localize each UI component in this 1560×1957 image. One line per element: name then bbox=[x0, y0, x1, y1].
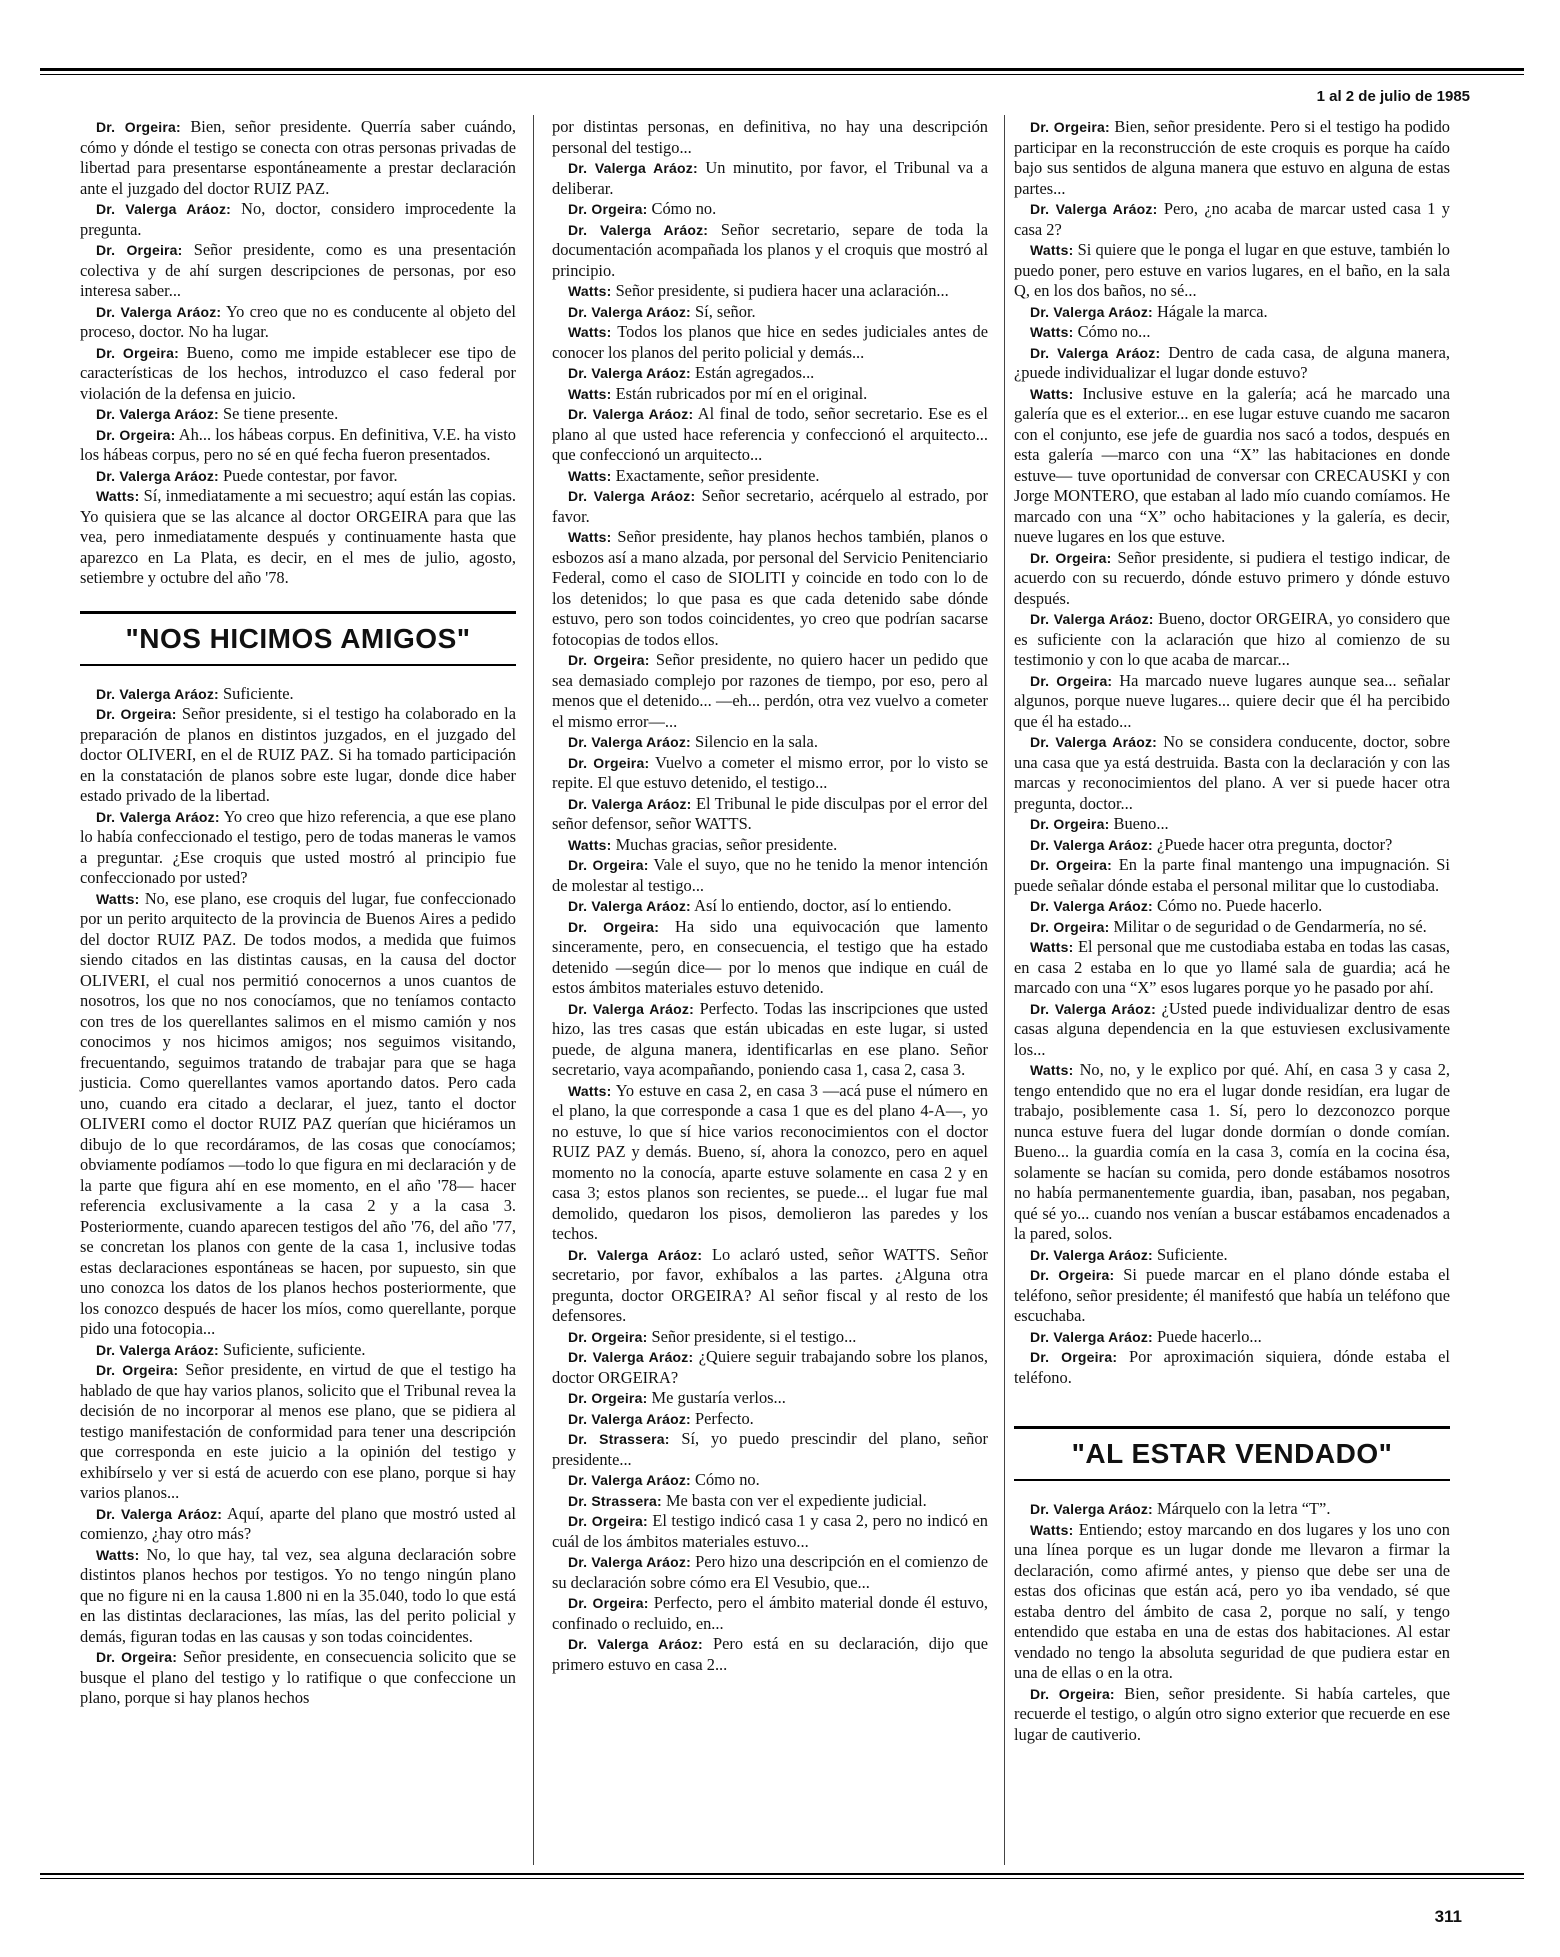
speaker-name: Dr. Valerga Aráoz: bbox=[96, 1341, 219, 1358]
speaker-name: Dr. Orgeira: bbox=[568, 857, 649, 873]
speaker-name: Dr. Orgeira: bbox=[568, 1595, 649, 1611]
speaker-name: Watts: bbox=[1030, 385, 1074, 402]
speaker-name: Dr. Valerga Aráoz: bbox=[96, 685, 219, 702]
transcript-paragraph bbox=[552, 794, 988, 835]
speaker-name: Dr. Valerga Aráoz: bbox=[568, 365, 691, 381]
speech-text: Perfecto. bbox=[695, 1408, 754, 1428]
speaker-name: Watts: bbox=[96, 1546, 140, 1563]
speech-text: Pero hizo una descripción en el comienzo de su declaración sobre cómo era El Vesubio, que... bbox=[552, 1552, 988, 1592]
transcript-paragraph bbox=[80, 199, 516, 240]
transcript-paragraph bbox=[80, 425, 516, 466]
speech-text: Bien, señor presidente. Si había carteles, que recuerde el testigo, o algún otro signo exterior que recuerde en ese lugar de cautiverio. bbox=[1014, 1683, 1450, 1744]
speech-text: Señor presidente, si pudiera el testigo indicar, de acuerdo con su recuerdo, dónde estuvo primero y dónde estuvo después. bbox=[1014, 547, 1450, 608]
speaker-name: Dr. Valerga Aráoz: bbox=[96, 406, 219, 422]
column-divider bbox=[533, 115, 534, 1865]
speaker-name: Dr. Orgeira: bbox=[96, 1649, 178, 1665]
transcript-paragraph bbox=[552, 527, 988, 650]
speaker-name: Dr. Valerga Aráoz: bbox=[1030, 611, 1154, 627]
transcript-paragraph bbox=[552, 302, 988, 323]
speaker-name: Dr. Valerga Aráoz: bbox=[568, 160, 698, 176]
speaker-name: Dr. Orgeira: bbox=[1030, 119, 1110, 135]
speaker-name: Dr. Orgeira: bbox=[96, 1362, 179, 1378]
speaker-name: Dr. Strassera: bbox=[568, 1431, 670, 1447]
speech-text: Señor presidente, hay planos hechos también, planos o esbozos así a mano alzada, por personal del Servicio Penitenciario Federal, como el caso de SIOLITI y coincide en todo con lo de los detenidos; lo que pasa es que cada detenido sabe dónde estuvo, pero son todos coincidentes, yo creo que podrían sacarse fotocopias de todos ellos. bbox=[552, 527, 988, 649]
heading-rule bbox=[1014, 1479, 1450, 1481]
transcript-paragraph bbox=[552, 404, 988, 466]
speaker-name: Dr. Orgeira: bbox=[1030, 672, 1113, 689]
transcript-paragraph bbox=[552, 199, 988, 220]
speaker-name: Watts: bbox=[568, 529, 612, 545]
column-1 bbox=[80, 117, 516, 1709]
speech-text: Suficiente. bbox=[1157, 1244, 1228, 1264]
speech-text: Suficiente, suficiente. bbox=[223, 1339, 366, 1359]
speaker-name: Dr. Strassera: bbox=[568, 1492, 662, 1509]
transcript-paragraph bbox=[1014, 302, 1450, 323]
speech-text: El testigo indicó casa 1 y casa 2, pero no indicó en cuál de los ámbitos materiales estuvo... bbox=[552, 1511, 988, 1551]
speech-text: Bien, señor presidente. Querría saber cuándo, cómo y dónde el testigo se conecta con otras personas privadas de libertad para presentarse espontáneamente a prestar declaración ante el juzgado del doctor RUIZ PAZ. bbox=[80, 117, 516, 198]
transcript-paragraph bbox=[552, 1081, 988, 1245]
speech-text: Señor presidente, en virtud de que el testigo ha hablado de que hay varios planos, solicito que el Tribunal revea la decisión de no incorporar al menos ese plano, que se pidiera al testigo manifestación de conformidad para tener una descripción que corresponda en este juicio a la opinión del testigo y exhibírselo y ver si está de acuerdo con ese plano, porque si hay varios planos... bbox=[80, 1360, 516, 1502]
transcript-paragraph bbox=[80, 1504, 516, 1545]
transcript-paragraph bbox=[552, 1491, 988, 1512]
speech-text: Bueno, como me impide establecer ese tipo de características de los hechos, introduzco el caso federal por violación de la defensa en juicio. bbox=[80, 342, 516, 403]
speech-text: ¿Usted puede individualizar dentro de esas casas alguna dependencia en la que estuviesen exclusivamente los... bbox=[1014, 998, 1450, 1059]
transcript-paragraph bbox=[80, 807, 516, 889]
speech-text: Puede hacerlo... bbox=[1157, 1326, 1262, 1346]
speech-text: Bueno... bbox=[1113, 814, 1169, 833]
speaker-name: Dr. Valerga Aráoz: bbox=[568, 406, 694, 422]
speech-text: ¿Quiere seguir trabajando sobre los planos, doctor ORGEIRA? bbox=[552, 1347, 988, 1387]
speaker-name: Dr. Orgeira: bbox=[568, 1513, 648, 1529]
top-rule bbox=[40, 68, 1524, 71]
transcript-paragraph bbox=[552, 466, 988, 487]
transcript-paragraph bbox=[80, 704, 516, 807]
transcript-paragraph bbox=[80, 486, 516, 589]
transcript-paragraph bbox=[552, 855, 988, 896]
transcript-paragraph bbox=[80, 404, 516, 425]
transcript-paragraph bbox=[1014, 671, 1450, 733]
transcript-paragraph bbox=[1014, 732, 1450, 814]
transcript-paragraph bbox=[1014, 199, 1450, 240]
speaker-name: Dr. Orgeira: bbox=[1030, 549, 1112, 566]
speech-text: Me basta con ver el expediente judicial. bbox=[665, 1490, 927, 1510]
speech-text: Pero está en su declaración, dijo que primero estuvo en casa 2... bbox=[552, 1634, 988, 1674]
transcript-paragraph bbox=[80, 240, 516, 302]
transcript-paragraph bbox=[552, 1634, 988, 1675]
transcript-paragraph bbox=[80, 1340, 516, 1361]
speech-text: Militar o de seguridad o de Gendarmería, no sé. bbox=[1113, 916, 1427, 936]
speaker-name: Dr. Orgeira: bbox=[1030, 1349, 1118, 1365]
speech-text: Señor presidente, en consecuencia solicito que se busque el plano del testigo y lo ratifique o que confeccione un plano, porque si hay planos hechos bbox=[80, 1647, 516, 1707]
speaker-name: Dr. Orgeira: bbox=[96, 119, 181, 135]
speaker-name: Watts: bbox=[1030, 1521, 1074, 1538]
speaker-name: Dr. Valerga Aráoz: bbox=[1030, 1501, 1153, 1517]
transcript-paragraph bbox=[80, 302, 516, 343]
transcript-block bbox=[80, 117, 516, 589]
speaker-name: Dr. Orgeira: bbox=[1030, 918, 1110, 935]
speech-text: Señor presidente, como es una presentación colectiva y de ahí surgen descripciones de personas, por eso interesa saber... bbox=[80, 240, 516, 300]
speech-text: Bien, señor presidente. Pero si el testigo ha podido participar en la reconstrucción de este croquis es porque ha caído bajo sus sentidos de alguna manera que estuvo en alguna de estas partes... bbox=[1014, 117, 1450, 198]
speech-text: Al final de todo, señor secretario. Ese es el plano al que usted hace referencia y confeccionó el arquitecto... que confeccionó un arquitecto... bbox=[552, 404, 988, 464]
transcript-paragraph bbox=[552, 281, 988, 302]
speech-text: Todos los planos que hice en sedes judiciales antes de conocer los planos del perito policial y demás... bbox=[552, 322, 988, 362]
speech-text: Yo estuve en casa 2, en casa 3 —acá puse el número en el plano, la que corresponde a casa 1 que es del plano 4-A—, yo no estuve, lo que sí hice varios reconocimientos con el doctor RUIZ PAZ y demás. Bueno, sí, ahora la conozco, pero en aquel momento no la conocía, aparte estuve solamente en casa 2 y en casa 3; estos planos son recientes, se puede... el lugar fue mal demolido, quedaron los pisos, demolieron las paredes y los techos. bbox=[552, 1080, 988, 1243]
speaker-name: Watts: bbox=[1030, 1062, 1074, 1078]
speaker-name: Dr. Orgeira: bbox=[568, 1390, 648, 1406]
speech-text: No, ese plano, ese croquis del lugar, fue confeccionado por un perito arquitecto de la provincia de Buenos Aires a pedido del doctor RUIZ PAZ. De todos modos, a medida que fuimos siendo citados en las distintas causas, en la causa del doctor OLIVERI, el cual nos permitió conocernos a unos cuantos de nosotros, los que no nos conocíamos, que no teníamos contacto con tres de los querellantes salimos en el mismo camión y nos conocimos y nos hicimos amigos; nos seguimos visitando, frecuentando, seguimos tratando de trabajar para que se haga justicia. Como querellantes vamos aportando datos. Pero cada uno, cuando era citado a declarar, el juez, tanto el doctor OLIVERI como el doctor RUIZ PAZ querían que hiciéramos un dibujo de lo que recordáramos, de las cosas que conocíamos; obviamente podíamos —todo lo que figura en mi declaración y de la parte que figura ahí en ese momento, en el año '78— hacer referencia exclusivamente a la casa 2 y a la casa 3. Posteriormente, cuando aparecen testigos del año '76, del año '77, se concretan los planos con gente de la casa 1, inclusive todas estas declaraciones espontáneas se hacen, por supuesto, sin que uno conozca los datos de los planos hechos posteriormente, que los conozco después de hacer los míos, como querellante, porque pido una fotocopia... bbox=[80, 888, 516, 1338]
transcript-paragraph bbox=[1014, 322, 1450, 343]
speaker-name: Dr. Orgeira: bbox=[96, 706, 177, 722]
transcript-paragraph bbox=[552, 363, 988, 384]
transcript-paragraph bbox=[1014, 1327, 1450, 1348]
speech-text: Yo creo que no es conducente al objeto del proceso, doctor. No ha lugar. bbox=[80, 301, 516, 341]
speech-text: Perfecto, pero el ámbito material donde él estuvo, confinado o recluido, en... bbox=[552, 1593, 988, 1633]
speaker-name: Dr. Orgeira: bbox=[568, 918, 660, 935]
page-number: 311 bbox=[1434, 1907, 1462, 1926]
speaker-name: Dr. Orgeira: bbox=[96, 242, 183, 258]
speech-text: No se considera conducente, doctor, sobre una casa que ya está destruida. Basta con la declaración y con las marcas y reconocimientos del plano. A ver si puede hacer otra pregunta, doctor... bbox=[1014, 732, 1450, 813]
speech-text: Señor presidente, si el testigo ha colaborado en la preparación de planos en distintos juzgados, en el juzgado del doctor OLIVERI, en el de RUIZ PAZ. Si ha tomado participación en la constatación de planos sobre este lugar, donde dice haber estado privado de la libertad. bbox=[80, 704, 516, 805]
transcript-paragraph bbox=[552, 1429, 988, 1470]
transcript-paragraph bbox=[1014, 1347, 1450, 1388]
transcript-paragraph bbox=[80, 889, 516, 1340]
speaker-name: Watts: bbox=[96, 890, 140, 907]
speech-text: Aquí, aparte del plano que mostró usted al comienzo, ¿hay otro más? bbox=[80, 1503, 516, 1543]
speech-text: Señor presidente, si el testigo... bbox=[651, 1326, 857, 1346]
transcript-paragraph bbox=[1014, 1520, 1450, 1684]
bottom-rule bbox=[40, 1873, 1524, 1875]
speech-text: El personal que me custodiaba estaba en todas las casas, en casa 2 estaba en lo que yo llamé sala de guardia; acá he marcado con una “X” esos lugares porque yo he pasado por ahí. bbox=[1014, 937, 1450, 997]
transcript-paragraph bbox=[1014, 1060, 1450, 1245]
speech-text: Si quiere que le ponga el lugar en que estuve, también lo puedo poner, pero estuve en varios lugares, en el baño, en la sala Q, en los dos baños, no sé... bbox=[1014, 240, 1450, 300]
speech-text: Están agregados... bbox=[695, 363, 815, 382]
speech-text: Exactamente, señor presidente. bbox=[615, 465, 820, 485]
speech-text: Cómo no. bbox=[695, 1470, 760, 1489]
transcript-paragraph bbox=[80, 117, 516, 199]
speech-text: Lo aclaró usted, señor WATTS. Señor secretario, por favor, exhíbalos a las partes. ¿Alguna otra pregunta, doctor ORGEIRA? Al señor fiscal y al resto de los defensores. bbox=[552, 1244, 988, 1325]
speech-text: Señor presidente, no quiero hacer un pedido que sea demasiado complejo por razones de tiempo, por eso, pero al menos que el detenido... —eh... perdón, otra vez vuelvo a cometer el mismo error—... bbox=[552, 650, 988, 731]
speaker-name: Watts: bbox=[568, 283, 612, 299]
speaker-name: Dr. Valerga Aráoz: bbox=[96, 808, 220, 825]
transcript-paragraph bbox=[80, 1545, 516, 1648]
speech-text: Ah... los hábeas corpus. En definitiva, V.E. ha visto los hábeas corpus, pero no sé en qué fecha fueron presentados. bbox=[80, 424, 516, 464]
transcript-paragraph bbox=[552, 1552, 988, 1593]
transcript-paragraph bbox=[552, 158, 988, 199]
transcript-paragraph bbox=[80, 343, 516, 405]
transcript-paragraph bbox=[552, 753, 988, 794]
speech-text: Por aproximación siquiera, dónde estaba el teléfono. bbox=[1014, 1347, 1450, 1387]
section-heading: "NOS HICIMOS AMIGOS" bbox=[80, 611, 516, 656]
transcript-paragraph bbox=[552, 1470, 988, 1491]
speaker-name: Dr. Orgeira: bbox=[568, 1328, 648, 1345]
speech-text: Bueno, doctor ORGEIRA, yo considero que es suficiente con la aclaración que hizo al comienzo de su testimonio y con lo que acaba de marcar... bbox=[1014, 609, 1450, 669]
column-3 bbox=[1014, 117, 1450, 1745]
speaker-name: Dr. Orgeira: bbox=[568, 201, 648, 217]
speaker-name: Dr. Valerga Aráoz: bbox=[568, 734, 691, 750]
speaker-name: Watts: bbox=[1030, 939, 1074, 955]
speaker-name: Dr. Valerga Aráoz: bbox=[568, 303, 691, 320]
speech-text: Muchas gracias, señor presidente. bbox=[615, 834, 838, 854]
speech-text: Suficiente. bbox=[223, 683, 294, 703]
speech-text: Perfecto. Todas las inscripciones que usted hizo, las tres casas que están ubicadas en este lugar, si usted puede, de alguna manera, identificarlas en ese plano. Señor secretario, vaya acompañando, poniendo casa 1, casa 2, casa 3. bbox=[552, 998, 988, 1079]
transcript-paragraph bbox=[552, 220, 988, 282]
speaker-name: Dr. Valerga Aráoz: bbox=[1030, 344, 1161, 361]
column-divider bbox=[1004, 115, 1005, 1865]
speaker-name: Watts: bbox=[96, 488, 140, 504]
speaker-name: Watts: bbox=[1030, 324, 1074, 340]
speaker-name: Dr. Orgeira: bbox=[568, 754, 650, 771]
speaker-name: Dr. Valerga Aráoz: bbox=[568, 898, 691, 914]
speaker-name: Dr. Valerga Aráoz: bbox=[1030, 1000, 1156, 1017]
speaker-name: Dr. Orgeira: bbox=[1030, 816, 1110, 832]
transcript-paragraph bbox=[1014, 117, 1450, 199]
speech-text: No, no, y le explico por qué. Ahí, en casa 3 y casa 2, tengo entendido que no era el lugar donde residían, era lugar de trabajo, posiblemente casa 1. Sí, pero lo dezconozco porque nunca estuve fuera del lugar donde dormían o donde comían. Bueno... la guardia comía en la casa 3, comía en la cocina ésa, solamente se hacían su comida, pero donde estábamos nosotros no había permanentemente guardia, iban, pasaban, nos pegaban, qué sé yo... cuando nos venían a buscar estábamos encadenados a la pared, solos. bbox=[1014, 1060, 1450, 1243]
speaker-name: Dr. Valerga Aráoz: bbox=[568, 1246, 703, 1263]
transcript-paragraph bbox=[80, 684, 516, 705]
speech-text: Pero, ¿no acaba de marcar usted casa 1 y casa 2? bbox=[1014, 199, 1450, 239]
transcript-paragraph bbox=[552, 486, 988, 527]
transcript-paragraph bbox=[552, 999, 988, 1081]
transcript-paragraph bbox=[552, 650, 988, 732]
speaker-name: Dr. Valerga Aráoz: bbox=[568, 1000, 694, 1017]
speaker-name: Dr. Valerga Aráoz: bbox=[568, 221, 709, 238]
column-2 bbox=[552, 117, 988, 1675]
speech-text: Están rubricados por mí en el original. bbox=[615, 383, 868, 403]
transcript-paragraph bbox=[552, 1327, 988, 1348]
transcript-paragraph bbox=[80, 1360, 516, 1504]
speech-text: Cómo no... bbox=[1077, 322, 1151, 341]
speaker-name: Dr. Valerga Aráoz: bbox=[96, 303, 222, 320]
speech-text: Si puede marcar en el plano dónde estaba el teléfono, señor presidente; él manifestó que había un teléfono que escuchaba. bbox=[1014, 1265, 1450, 1325]
speaker-name: Watts: bbox=[568, 324, 612, 340]
speaker-name: Watts: bbox=[568, 385, 612, 402]
speaker-name: Dr. Orgeira: bbox=[1030, 1685, 1115, 1702]
speech-text: por distintas personas, en definitiva, no hay una descripción personal del testigo... bbox=[552, 117, 988, 157]
transcript-paragraph bbox=[1014, 609, 1450, 671]
speaker-name: Dr. Valerga Aráoz: bbox=[96, 467, 219, 484]
speech-text: Silencio en la sala. bbox=[695, 732, 818, 751]
speech-text: Señor presidente, si pudiera hacer una aclaración... bbox=[615, 281, 949, 300]
transcript-paragraph bbox=[552, 1347, 988, 1388]
speaker-name: Dr. Valerga Aráoz: bbox=[568, 1349, 694, 1365]
speaker-name: Watts: bbox=[568, 1082, 612, 1099]
speaker-name: Dr. Valerga Aráoz: bbox=[1030, 303, 1153, 320]
speaker-name: Dr. Valerga Aráoz: bbox=[1030, 201, 1158, 217]
speech-text: Sí, yo puedo prescindir del plano, señor presidente... bbox=[552, 1429, 988, 1469]
speaker-name: Dr. Orgeira: bbox=[96, 344, 179, 361]
speech-text: Entiendo; estoy marcando en dos lugares y los uno con una línea porque es un lugar donde me llevaron a firmar la declaración, como afirmé antes, y pienso que debe ser una de estas dos oficinas que están acá, pero yo iba vendado, sé que estaba dentro del ámbito de casa 2, porque no salí, y tengo entendido que estaba en una de estas dos habitaciones. Al estar vendado no tengo la absoluta seguridad de que pudiera estar en una de ellas o en la otra. bbox=[1014, 1519, 1450, 1682]
speaker-name: Dr. Valerga Aráoz: bbox=[96, 1505, 223, 1522]
speech-text: Sí, señor. bbox=[695, 301, 756, 321]
speech-text: El Tribunal le pide disculpas por el error del señor defensor, señor WATTS. bbox=[552, 793, 988, 833]
speech-text: Así lo entiendo, doctor, así lo entiendo. bbox=[694, 896, 952, 915]
speech-text: Puede contestar, por favor. bbox=[223, 465, 398, 485]
transcript-paragraph bbox=[1014, 1245, 1450, 1266]
speaker-name: Dr. Valerga Aráoz: bbox=[1030, 1328, 1153, 1345]
speech-text: Me gustaría verlos... bbox=[651, 1388, 786, 1407]
transcript-paragraph bbox=[1014, 1265, 1450, 1327]
speech-text: Señor secretario, separe de toda la documentación acompañada los planos y el croquis que mostró al principio. bbox=[552, 219, 988, 280]
speech-text: Un minutito, por favor, el Tribunal va a deliberar. bbox=[552, 158, 988, 198]
speech-text: Vale el suyo, que no he tenido la menor intención de molestar al testigo... bbox=[552, 855, 988, 895]
speaker-name: Dr. Orgeira: bbox=[568, 652, 650, 668]
speech-text: Hágale la marca. bbox=[1157, 301, 1268, 321]
transcript-paragraph bbox=[552, 384, 988, 405]
speech-text: ¿Puede hacer otra pregunta, doctor? bbox=[1157, 834, 1393, 854]
transcript-paragraph bbox=[1014, 1684, 1450, 1746]
speaker-name: Dr. Valerga Aráoz: bbox=[568, 1554, 691, 1570]
speech-text: Dentro de cada casa, de alguna manera, ¿puede individualizar el lugar donde estuvo? bbox=[1014, 342, 1450, 382]
speaker-name: Dr. Orgeira: bbox=[1030, 857, 1113, 873]
speaker-name: Dr. Valerga Aráoz: bbox=[568, 1410, 691, 1427]
transcript-paragraph bbox=[80, 466, 516, 487]
heading-rule bbox=[80, 664, 516, 666]
speaker-name: Dr. Valerga Aráoz: bbox=[568, 1636, 703, 1652]
transcript-paragraph bbox=[1014, 855, 1450, 896]
transcript-paragraph bbox=[1014, 343, 1450, 384]
speech-text: Sí, inmediatamente a mi secuestro; aquí están las copias. Yo quisiera que se las alcance al doctor ORGEIRA para que las vea, pero inmediatamente después y continuamente hasta que aparezco en La Plata, es decir, en el mes de julio, agosto, setiembre y octubre del año '78. bbox=[80, 486, 516, 587]
transcript-paragraph bbox=[552, 732, 988, 753]
transcript-paragraph bbox=[552, 1388, 988, 1409]
transcript-paragraph bbox=[552, 1511, 988, 1552]
speech-text: Márquelo con la letra “T”. bbox=[1157, 1499, 1331, 1518]
speaker-name: Dr. Orgeira: bbox=[96, 426, 176, 443]
transcript-paragraph bbox=[1014, 917, 1450, 938]
bottom-rule-thin bbox=[40, 1878, 1524, 1879]
transcript-paragraph bbox=[552, 117, 988, 158]
speech-text: En la parte final mantengo una impugnación. Si puede señalar dónde estaba el personal militar que lo custodiaba. bbox=[1014, 855, 1450, 895]
transcript-block bbox=[1014, 1499, 1450, 1745]
speaker-name: Watts: bbox=[1030, 242, 1074, 258]
issue-date: 1 al 2 de julio de 1985 bbox=[1316, 88, 1470, 105]
speech-text: No, lo que hay, tal vez, sea alguna declaración sobre distintos planos hechos por testigos. Yo no tengo ningún plano que no figure ni en la causa 1.800 ni en la 35.040, todo lo que está en las distintas declaraciones, las mías, las del perito policial y demás, figuran todas en las causas y son todas coincidentes. bbox=[80, 1544, 516, 1646]
speaker-name: Watts: bbox=[568, 467, 612, 484]
speech-text: Vuelvo a cometer el mismo error, por lo visto se repite. El que estuvo detenido, el testigo... bbox=[552, 752, 988, 792]
transcript-paragraph bbox=[552, 1245, 988, 1327]
transcript-paragraph bbox=[80, 1647, 516, 1709]
transcript-paragraph bbox=[552, 322, 988, 363]
transcript-paragraph bbox=[552, 1409, 988, 1430]
speaker-name: Dr. Valerga Aráoz: bbox=[1030, 734, 1158, 750]
speaker-name: Watts: bbox=[568, 836, 612, 853]
speaker-name: Dr. Orgeira: bbox=[1030, 1267, 1115, 1283]
speech-text: No, doctor, considero improcedente la pregunta. bbox=[80, 199, 516, 239]
transcript-paragraph bbox=[1014, 1499, 1450, 1520]
speaker-name: Dr. Valerga Aráoz: bbox=[568, 1472, 691, 1488]
transcript-paragraph bbox=[1014, 896, 1450, 917]
top-rule-thin bbox=[40, 74, 1524, 75]
transcript-paragraph bbox=[552, 896, 988, 917]
speaker-name: Dr. Valerga Aráoz: bbox=[1030, 836, 1153, 853]
transcript-paragraph bbox=[552, 835, 988, 856]
speech-text: Señor secretario, acérquelo al estrado, por favor. bbox=[552, 486, 988, 526]
transcript-block bbox=[1014, 117, 1450, 1388]
transcript-paragraph bbox=[1014, 240, 1450, 302]
transcript-paragraph bbox=[1014, 835, 1450, 856]
section-heading: "AL ESTAR VENDADO" bbox=[1014, 1426, 1450, 1471]
speech-text: Ha marcado nueve lugares aunque sea... señalar algunos, porque nueve lugares... quiere decir que él ha percibido que él ha estado... bbox=[1014, 670, 1450, 731]
speech-text: Yo creo que hizo referencia, a que ese plano lo había confeccionado el testigo, pero de todas maneras le vamos a preguntar. ¿Ese croquis que usted mostró al principio fue confeccionado por usted? bbox=[80, 806, 516, 887]
transcript-paragraph bbox=[552, 917, 988, 999]
speech-text: Cómo no. bbox=[651, 199, 717, 218]
speech-text: Cómo no. Puede hacerlo. bbox=[1157, 896, 1323, 915]
transcript-paragraph bbox=[1014, 999, 1450, 1061]
speech-text: Ha sido una equivocación que lamento sinceramente, pero, en consecuencia, el testigo que ha estado detenido —según dice— por lo menos que indique en cuál de estos ámbitos materiales estuvo detenido. bbox=[552, 916, 988, 997]
speaker-name: Dr. Valerga Aráoz: bbox=[96, 201, 232, 217]
transcript-paragraph bbox=[1014, 814, 1450, 835]
speech-text: Inclusive estuve en la galería; acá he marcado una galería que es el exterior... en ese lugar estuve cuando me sacaron con el conjunto, ese jefe de guardia nos sacó a todos, después en esta galería —marco con una “X” las habitaciones en donde estuve— tuve oportunidad de conversar con CRECAUSKI y con Jorge MONTERO, que estaban al lado mío cuando comíamos. He marcado con una “X” ocho habitaciones y la galería, es decir, nueve lugares en los que estuve. bbox=[1014, 383, 1450, 546]
transcript-paragraph bbox=[1014, 384, 1450, 548]
speaker-name: Dr. Valerga Aráoz: bbox=[1030, 898, 1153, 914]
transcript-paragraph bbox=[1014, 548, 1450, 610]
transcript-block bbox=[552, 117, 988, 1675]
speaker-name: Dr. Valerga Aráoz: bbox=[1030, 1246, 1153, 1263]
speaker-name: Dr. Valerga Aráoz: bbox=[568, 488, 696, 504]
speech-text: Se tiene presente. bbox=[223, 404, 339, 423]
speaker-name: Dr. Valerga Aráoz: bbox=[568, 795, 692, 812]
transcript-paragraph bbox=[552, 1593, 988, 1634]
transcript-paragraph bbox=[1014, 937, 1450, 999]
transcript-block bbox=[80, 684, 516, 1709]
